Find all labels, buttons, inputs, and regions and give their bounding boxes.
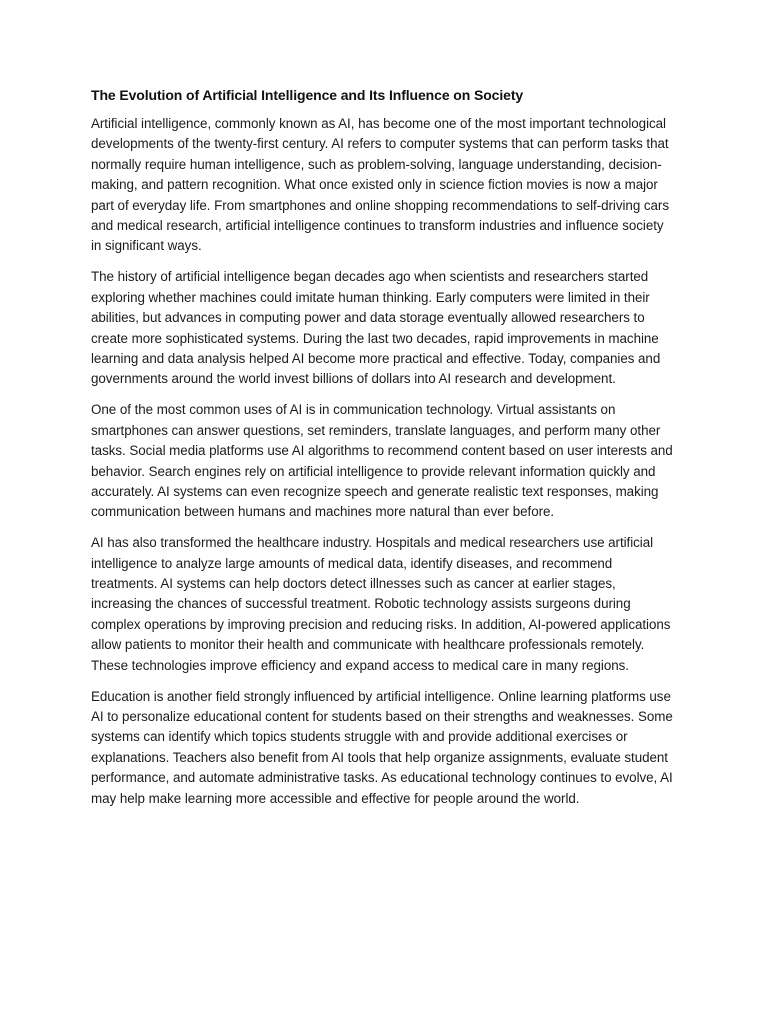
paragraph-history: The history of artificial intelligence began decades ago when scientists and researchers started exploring whether machines could imitate human thinking. Early computers were limited in their abilities, but advances in computing power and data storage eventually allowed researchers to create more sophisticated systems. During the last two decades, rapid improvements in machine learning and data analysis helped AI become more practical and effective. Today, companies and governments around the world invest billions of dollars into AI research and development. (91, 269, 661, 387)
paragraph-education: Education is another field strongly influenced by artificial intelligence. Online learning platforms use AI to personalize educational content for students based on their strengths and weaknesses. Some systems can identify which topics students struggle with and provide additional exercises or explanations. Teachers also benefit from AI tools that help organize assignments, evaluate student performance, and automate administrative tasks. As educational technology continues to evolve, AI may help make learning more accessible and effective for people around the world. (91, 688, 673, 806)
paragraph-healthcare: AI has also transformed the healthcare industry. Hospitals and medical researchers use artificial intelligence to analyze large amounts of medical data, identify diseases, and recommend treatments. AI systems can help doctors detect illnesses such as cancer at earlier stages, increasing the chances of successful treatment. Robotic technology assists surgeons during complex operations by improving precision and reducing risks. In addition, AI-powered applications allow patients to monitor their health and communicate with healthcare professionals remotely. These technologies improve efficiency and expand access to medical care in many regions. (91, 535, 671, 673)
paragraph-introduction: Artificial intelligence, commonly known as AI, has become one of the most important technological developments of the twenty-first century. AI refers to computer systems that can perform tasks that normally require human intelligence, such as problem-solving, language understanding, decision-making, and pattern recognition. What once existed only in science fiction movies is now a major part of everyday life. From smartphones and online shopping recommendations to self-driving cars and medical research, artificial intelligence continues to transform industries and influence society in significant ways. (91, 116, 669, 254)
document-title: The Evolution of Artificial Intelligence and Its Influence on Society (91, 87, 524, 103)
document-body (91, 85, 677, 820)
paragraph-communication: One of the most common uses of AI is in communication technology. Virtual assistants on smartphones can answer questions, set reminders, translate languages, and perform many other tasks. Social media platforms use AI algorithms to recommend content based on user interests and behavior. Search engines rely on artificial intelligence to provide relevant information quickly and accurately. AI systems can even recognize speech and generate realistic text responses, making communication between humans and machines more natural than ever before. (91, 402, 673, 520)
